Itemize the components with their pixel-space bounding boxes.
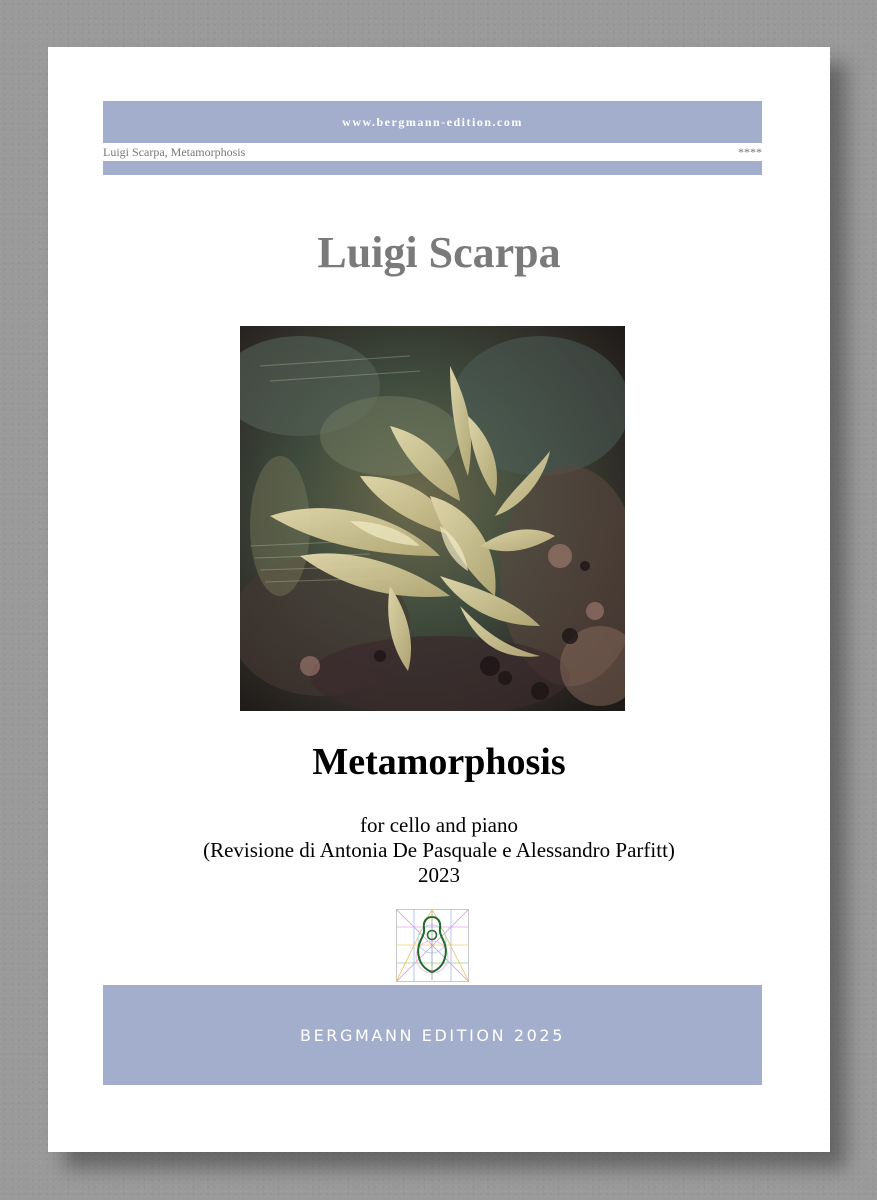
top-banner [103, 101, 762, 143]
guitar-geometry-logo-icon [396, 909, 469, 982]
header-divider-band [103, 161, 762, 175]
rating-stars: **** [738, 144, 762, 159]
work-title: Metamorphosis [312, 741, 566, 783]
website-url: www.bergmann-edition.com [342, 114, 523, 129]
running-title: Luigi Scarpa, Metamorphosis [103, 144, 246, 159]
cover-artwork [240, 326, 625, 711]
revision-credit: (Revisione di Antonia De Pasquale e Alessandro Parfitt) [203, 838, 675, 862]
running-header [103, 144, 762, 160]
instrumentation: for cello and piano [359, 813, 519, 837]
abstract-bird-artwork-icon [240, 326, 625, 711]
composer-name: Luigi Scarpa [317, 228, 561, 277]
publisher-logo [396, 909, 469, 982]
publisher-banner [103, 985, 762, 1085]
work-details [48, 813, 830, 888]
composition-year: 2023 [418, 863, 460, 887]
score-cover-page [48, 47, 830, 1152]
publisher-name: BERGMANN EDITION 2025 [300, 1025, 565, 1045]
